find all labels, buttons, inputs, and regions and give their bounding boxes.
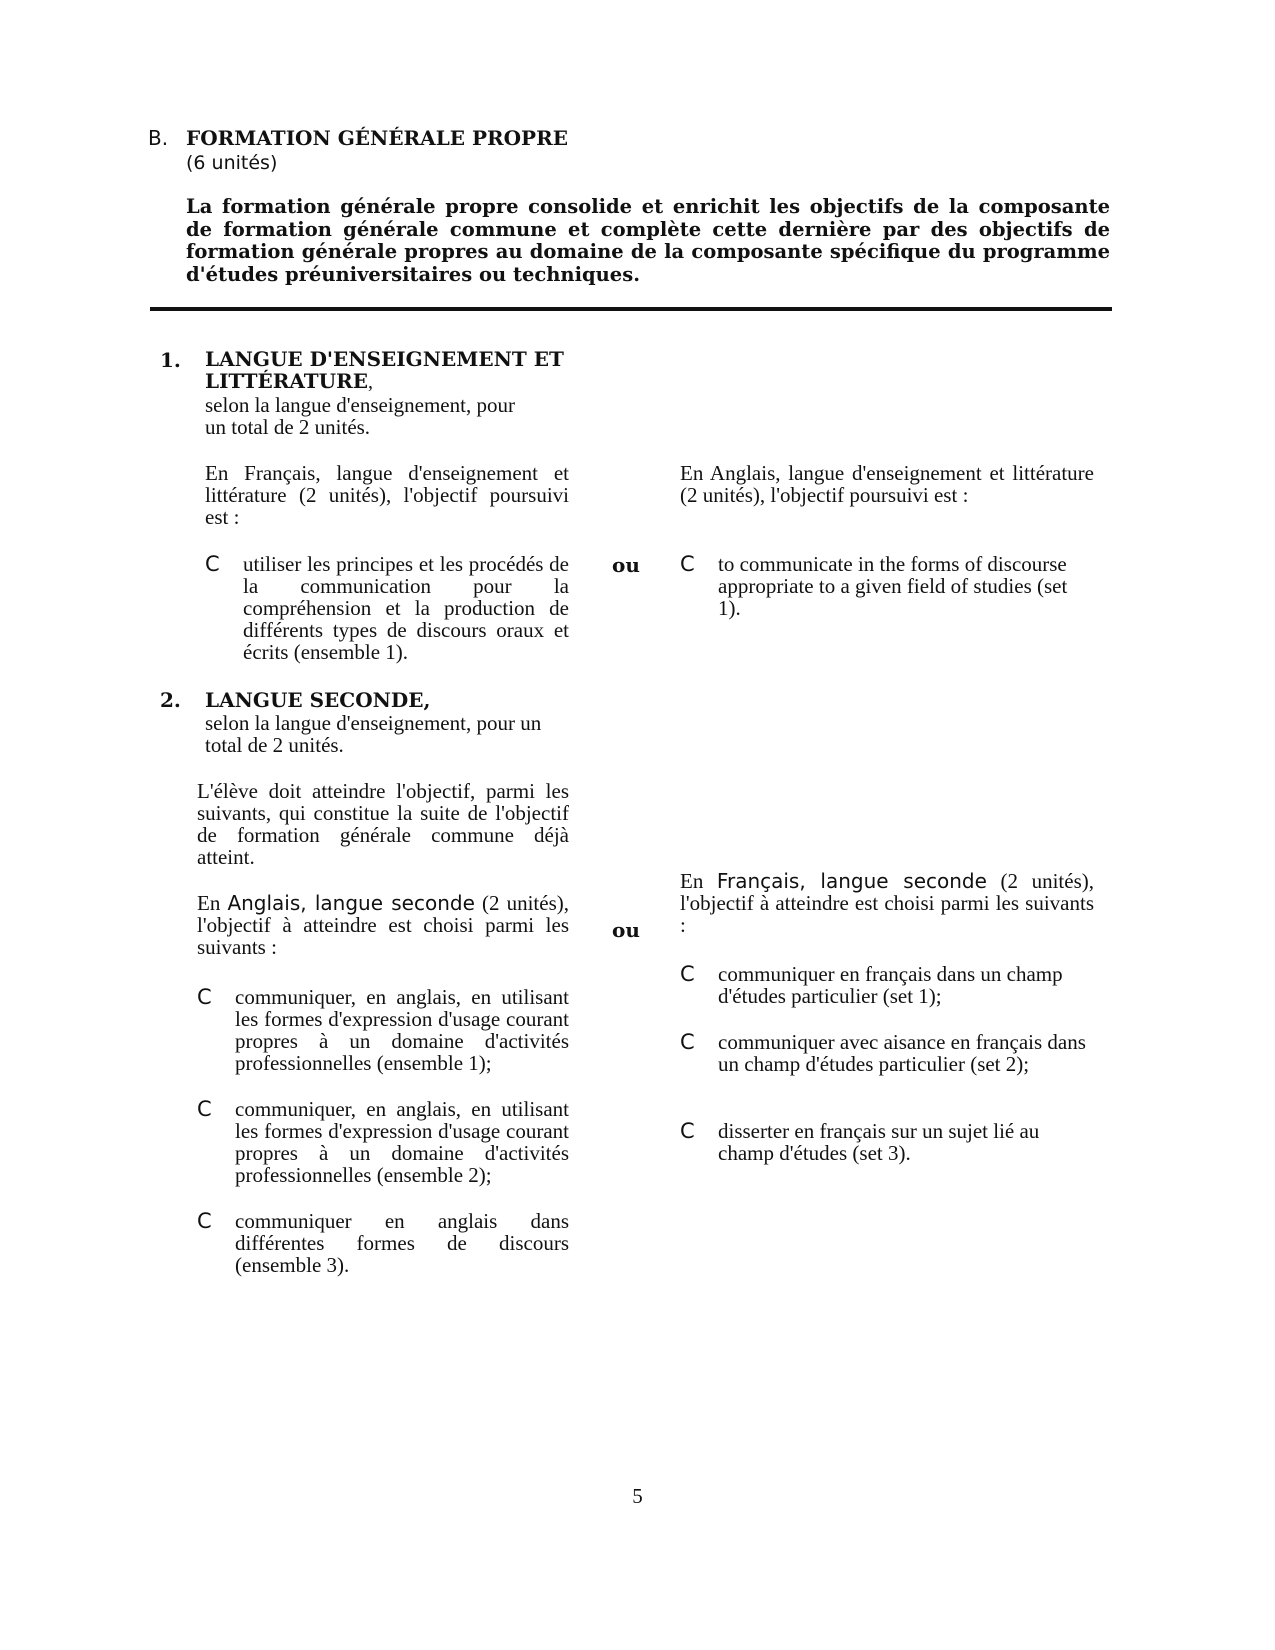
item2-en-intro-prefix: En — [197, 891, 228, 915]
item2-fr-objective-2 — [680, 1031, 1094, 1075]
item2-en-intro — [197, 892, 569, 958]
item2-fr-objective-1 — [680, 963, 1094, 1007]
item2-fr-intro-rest: (2 unités), l'objectif à atteindre est choisi parmi les suivants : — [680, 869, 1094, 937]
bullet-icon: C — [197, 1209, 212, 1233]
bullet-icon: C — [680, 1030, 695, 1054]
item1-en-objective-text: to communicate in the forms of discourse appropriate to a given field of studies (set 1). — [718, 552, 1068, 620]
item1-fr-objective-text: utiliser les principes et les procédés de la communication pour la compréhension et la production de différents types de discours oraux et écrits (ensemble 1). — [243, 552, 569, 664]
bullet-icon: C — [680, 962, 695, 986]
item1-fr-objective — [205, 553, 569, 663]
page-number: 5 — [632, 1484, 643, 1508]
item2-fr-objective-3-text: disserter en français sur un sujet lié au champ d'études (set 3). — [718, 1119, 1040, 1165]
item1-title-line1: LANGUE D'ENSEIGNEMENT ET — [205, 347, 564, 371]
item2-fr-intro-lang: Français, langue seconde — [716, 869, 987, 893]
item2-en-objective-3-text: communiquer en anglais dans différentes formes de discours (ensemble 3). — [235, 1209, 569, 1277]
item2-desc: selon la langue d'enseignement, pour un total de 2 unités. — [205, 711, 542, 757]
section-units: (6 unités) — [186, 152, 278, 174]
item1-en-objective — [680, 553, 1094, 619]
item2-fr-objective-2-text: communiquer avec aisance en français dans un champ d'études particulier (set 2); — [718, 1030, 1086, 1076]
item2-title: LANGUE SECONDE, — [205, 688, 431, 712]
item2-en-intro-lang: Anglais, langue seconde — [227, 891, 475, 915]
item2-en-objective-1-text: communiquer, en anglais, en utilisant les formes d'expression d'usage courant propres à un domaine d'activités professionnelles (ensemble 1); — [235, 985, 569, 1075]
bullet-icon: C — [680, 552, 695, 576]
item1-desc: selon la langue d'enseignement, pour un total de 2 unités. — [205, 393, 515, 439]
bullet-icon: C — [680, 1119, 695, 1143]
bullet-icon: C — [197, 1097, 212, 1121]
bullet-icon: C — [205, 552, 220, 576]
item2-fr-intro — [680, 870, 1094, 936]
section-intro: La formation générale propre consolide et enrichit les objectifs de la composante de formation générale commune et complète cette dernière par des objectifs de formation générale propres au domaine de la composante spécifique du programme d'études préuniversitaires ou techniques. — [186, 195, 1110, 286]
item2-en-objective-3 — [197, 1210, 569, 1276]
section-title: FORMATION GÉNÉRALE PROPRE — [186, 126, 568, 150]
horizontal-rule — [150, 307, 1112, 311]
item2-number: 2. — [160, 688, 181, 712]
item2-or: ou — [612, 918, 640, 942]
item1-title-line2: LITTÉRATURE — [205, 369, 368, 393]
item1-number: 1. — [160, 348, 181, 372]
item1-fr-intro: En Français, langue d'enseignement et littérature (2 unités), l'objectif poursuivi est : — [205, 461, 569, 529]
item1-title — [205, 348, 564, 393]
item2-fr-objective-3 — [680, 1120, 1094, 1164]
item1-or: ou — [612, 553, 640, 577]
item2-en-objective-1 — [197, 986, 569, 1074]
item1-title-comma: , — [367, 371, 373, 393]
item2-en-objective-2 — [197, 1098, 569, 1186]
item2-en-objective-2-text: communiquer, en anglais, en utilisant les formes d'expression d'usage courant propres à un domaine d'activités professionnelles (ensemble 2); — [235, 1097, 569, 1187]
item2-en-intro-rest: (2 unités), l'objectif à atteindre est choisi parmi les suivants : — [197, 891, 569, 959]
item2-fr-intro-prefix: En — [680, 869, 717, 893]
bullet-icon: C — [197, 985, 212, 1009]
item2-note: L'élève doit atteindre l'objectif, parmi les suivants, qui constitue la suite de l'objectif de formation générale commune déjà atteint. — [197, 779, 569, 869]
section-letter: B. — [148, 126, 169, 150]
item1-en-intro: En Anglais, langue d'enseignement et littérature (2 unités), l'objectif poursuivi est : — [680, 461, 1094, 507]
item2-fr-objective-1-text: communiquer en français dans un champ d'études particulier (set 1); — [718, 962, 1063, 1008]
